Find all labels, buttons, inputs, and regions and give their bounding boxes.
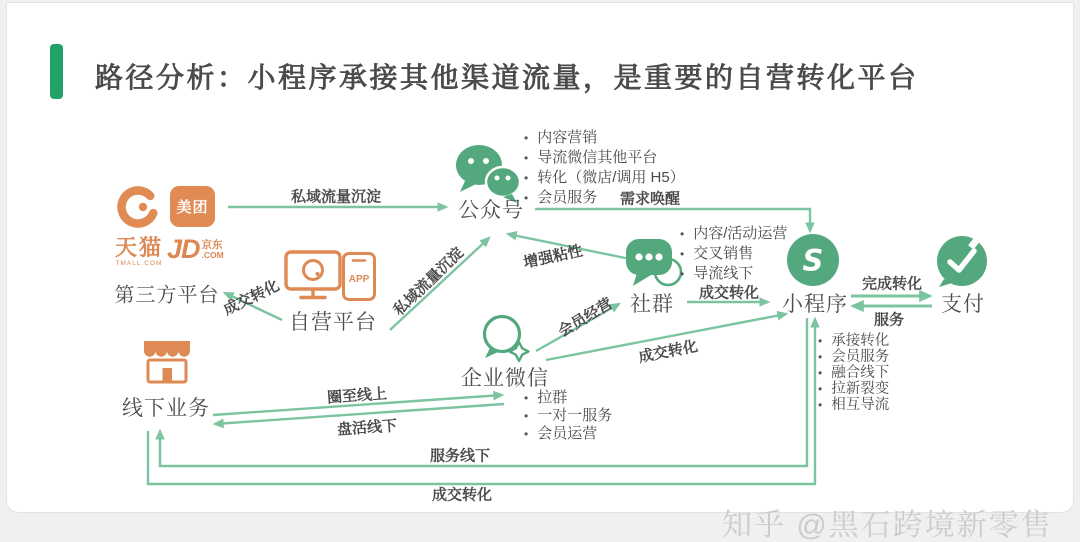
mini-program-bullet-list bbox=[818, 333, 889, 413]
edge-label-deal-conversion-work-wechat: 成交转化 bbox=[637, 337, 700, 367]
app-phone-icon bbox=[341, 251, 377, 303]
community-chat-icon bbox=[621, 234, 683, 290]
list-item: • 会员服务 bbox=[524, 188, 685, 208]
jd-logo-text: JD bbox=[167, 234, 200, 264]
edge-label-demand-wakeup: 需求唤醒 bbox=[619, 190, 681, 208]
tmall-logo-subtext: TMALL.COM bbox=[115, 260, 163, 267]
node-label-mini-program: 小程序 bbox=[782, 293, 848, 316]
work-wechat-bullet-list bbox=[524, 389, 612, 443]
list-item: • 拉新裂变 bbox=[818, 381, 889, 397]
edge-label-deal-conversion-third: 成交转化 bbox=[220, 277, 283, 319]
eleme-logo-icon bbox=[111, 180, 165, 234]
zhihu-watermark: 知乎 @黑石跨境新零售 bbox=[722, 509, 1053, 542]
list-item: • 会员服务 bbox=[818, 349, 889, 365]
official-account-bullet-list bbox=[524, 128, 685, 208]
node-label-offline-business: 线下业务 bbox=[122, 397, 210, 420]
edge-label-private-traffic-top: 私域流量沉淀 bbox=[290, 188, 382, 206]
meituan-logo bbox=[170, 186, 215, 227]
jd-logo bbox=[167, 236, 224, 263]
svg-text:S: S bbox=[802, 243, 824, 278]
list-item: • 融合线下 bbox=[818, 365, 889, 381]
wechat-pay-icon bbox=[935, 234, 991, 290]
edge-label-complete-conversion: 完成转化 bbox=[861, 275, 923, 293]
edge-label-circle-to-online: 圈至线上 bbox=[326, 385, 388, 407]
list-item: • 相互导流 bbox=[818, 397, 889, 413]
tmall-logo bbox=[110, 237, 168, 268]
edge-label-service: 服务 bbox=[873, 311, 905, 329]
list-item: • 承接转化 bbox=[818, 333, 889, 349]
jd-logo-cn-text: 京东 bbox=[201, 238, 223, 251]
list-item: • 一对一服务 bbox=[524, 407, 612, 425]
node-label-work-wechat: 企业微信 bbox=[461, 367, 549, 390]
work-wechat-icon bbox=[477, 311, 535, 367]
list-item: • 内容营销 bbox=[524, 128, 685, 148]
list-item: • 交叉销售 bbox=[680, 244, 787, 264]
monitor-icon bbox=[282, 249, 344, 303]
list-item: • 导流线下 bbox=[680, 264, 787, 284]
app-icon-text: APP bbox=[348, 274, 370, 285]
edge-label-deal-conversion-offline: 成交转化 bbox=[431, 486, 493, 504]
list-item: • 内容/活动运营 bbox=[680, 224, 787, 244]
node-label-self-platform: 自营平台 bbox=[289, 311, 377, 334]
storefront-icon bbox=[139, 338, 195, 388]
meituan-logo-text: 美团 bbox=[176, 199, 209, 216]
edge-label-activate-offline: 盘活线下 bbox=[336, 417, 398, 439]
list-item: • 拉群 bbox=[524, 389, 612, 407]
list-item: • 转化（微店/调用 H5） bbox=[524, 168, 685, 188]
edge-label-member-operation: 会员经营 bbox=[555, 295, 616, 341]
jd-logo-com-text: .COM bbox=[201, 250, 224, 260]
node-label-third-party: 第三方平台 bbox=[114, 284, 220, 307]
mini-program-icon bbox=[786, 233, 840, 287]
list-item: • 导流微信其他平台 bbox=[524, 148, 685, 168]
node-label-payment: 支付 bbox=[941, 293, 985, 316]
node-label-official-account: 公众号 bbox=[458, 199, 524, 222]
edge-label-service-offline: 服务线下 bbox=[429, 447, 491, 465]
community-bullet-list bbox=[680, 224, 787, 284]
edge-label-deal-conversion-community: 成交转化 bbox=[698, 284, 760, 302]
tmall-logo-text: 天猫 bbox=[114, 235, 163, 260]
page-title: 路径分析：小程序承接其他渠道流量，是重要的自营转化平台 bbox=[95, 62, 919, 93]
title-accent-bar bbox=[50, 44, 63, 99]
edge-label-private-traffic-diag: 私域流量沉淀 bbox=[390, 244, 467, 320]
list-item: • 会员运营 bbox=[524, 425, 612, 443]
edge-label-enhance-stickiness: 增强粘性 bbox=[522, 242, 585, 272]
node-label-community: 社群 bbox=[630, 293, 674, 316]
